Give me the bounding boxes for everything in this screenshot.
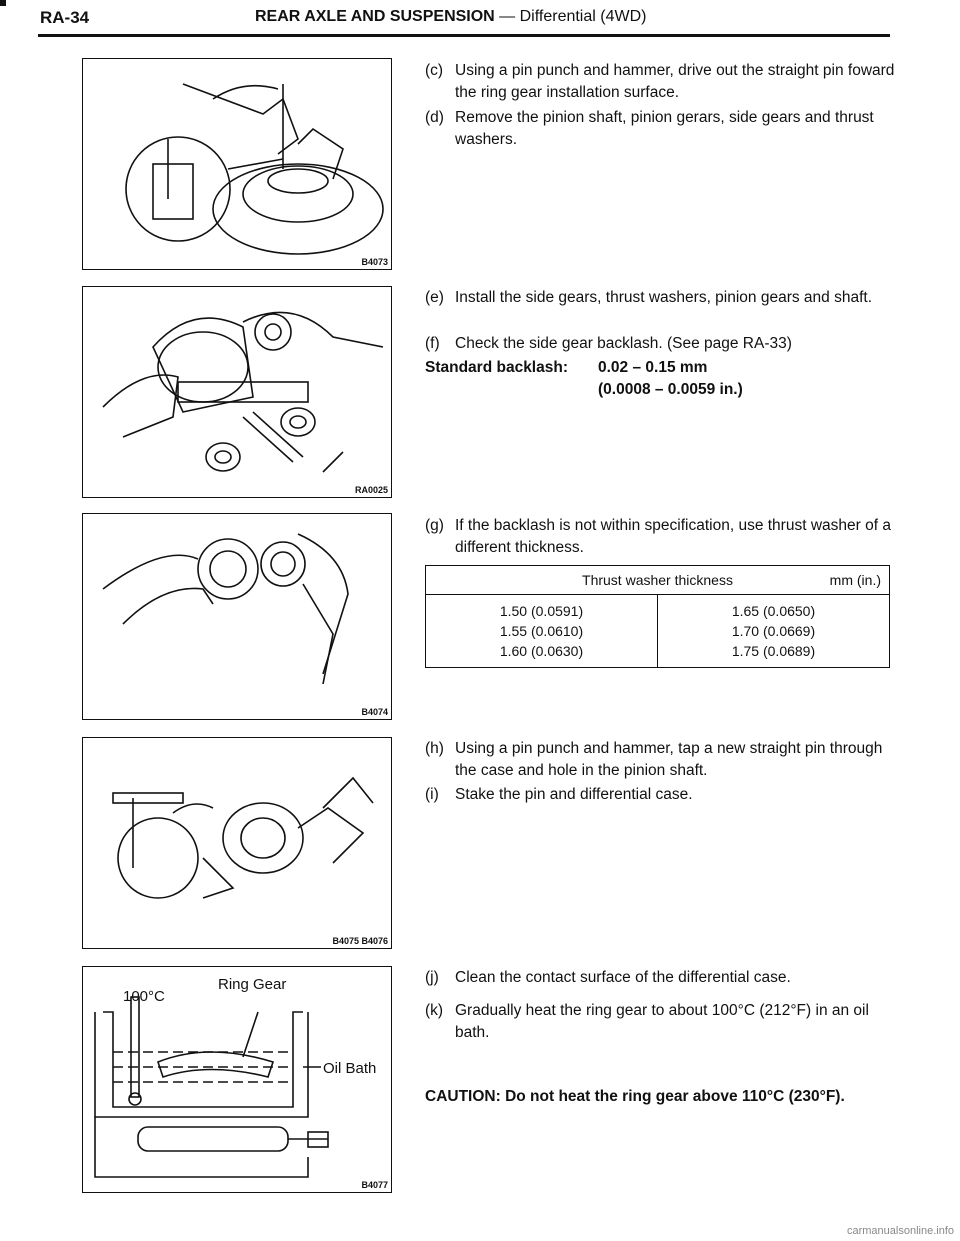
page-title — [255, 8, 646, 26]
label-oil-bath: Oil Bath — [323, 1060, 377, 1077]
figure-code: B4073 — [361, 257, 388, 267]
header-rule — [38, 34, 890, 37]
step-text: Check the side gear backlash. (See page RA-33) — [455, 335, 792, 352]
label-ring-gear: Ring Gear — [218, 976, 287, 993]
page-code: RA-34 — [40, 8, 90, 27]
step-f — [425, 333, 895, 355]
caution-note: CAUTION: Do not heat the ring gear above 110°C (230°F). — [425, 1088, 845, 1105]
figure-pin-punch — [82, 58, 392, 270]
standard-backlash-mm: 0.02 – 0.15 mm — [598, 359, 708, 376]
step-label: (j) — [425, 969, 439, 986]
figure-backlash-check — [82, 513, 392, 720]
step-d — [425, 107, 895, 151]
step-label: (k) — [425, 1002, 444, 1019]
table-header — [426, 566, 890, 595]
step-label: (e) — [425, 289, 444, 306]
step-c — [425, 60, 895, 104]
step-label: (g) — [425, 517, 444, 534]
illustration-staking — [83, 738, 391, 948]
page-title-main: REAR AXLE AND SUSPENSION — [255, 8, 495, 25]
table-unit: mm (in.) — [829, 572, 881, 588]
table-cell: 1.65 (0.0650) — [731, 603, 816, 619]
step-text: Clean the contact surface of the differential case. — [455, 969, 791, 986]
figure-oil-bath — [82, 966, 392, 1193]
step-label: (d) — [425, 109, 444, 126]
step-label: (c) — [425, 62, 444, 79]
table-cell: 1.70 (0.0669) — [731, 623, 816, 639]
standard-backlash-in: (0.0008 – 0.0059 in.) — [598, 381, 743, 398]
page-title-sub: — Differential (4WD) — [494, 8, 647, 25]
figure-side-gears — [82, 286, 392, 498]
table-left-column — [426, 595, 658, 668]
step-label: (h) — [425, 740, 444, 757]
footer-watermark: carmanualsonline.info — [846, 1225, 954, 1237]
table-title: Thrust washer thickness — [582, 572, 733, 588]
step-text: Stake the pin and differential case. — [455, 786, 693, 803]
table-row — [426, 595, 890, 668]
table-cell: 1.60 (0.0630) — [499, 643, 584, 659]
step-e — [425, 287, 895, 309]
step-text: Install the side gears, thrust washers, pinion gears and shaft. — [455, 289, 873, 306]
illustration-backlash-check — [83, 514, 391, 719]
illustration-side-gears — [83, 287, 391, 497]
figure-code: B4077 — [361, 1180, 388, 1190]
corner-mark — [0, 0, 6, 6]
table-cell: 1.55 (0.0610) — [499, 623, 584, 639]
step-text: Remove the pinion shaft, pinion gerars, side gears and thrust washers. — [455, 109, 874, 148]
step-label: (f) — [425, 335, 440, 352]
step-text: If the backlash is not within specification, use thrust washer of a different thickness. — [455, 517, 891, 556]
table-cell: 1.75 (0.0689) — [731, 643, 816, 659]
label-temperature: 100°C — [123, 988, 165, 1005]
illustration-oil-bath — [83, 967, 391, 1192]
figure-code: B4074 — [361, 707, 388, 717]
step-k — [425, 1000, 895, 1044]
thrust-washer-table — [425, 565, 890, 668]
step-h — [425, 738, 895, 782]
figure-staking — [82, 737, 392, 949]
step-label: (i) — [425, 786, 439, 803]
table-header-row — [426, 566, 890, 595]
table-cell: 1.50 (0.0591) — [499, 603, 584, 619]
step-g — [425, 515, 895, 559]
table-right-column — [658, 595, 890, 668]
step-i — [425, 784, 895, 806]
step-j — [425, 967, 895, 989]
figure-code: B4075 B4076 — [332, 936, 388, 946]
standard-backlash-label: Standard backlash: — [425, 359, 568, 376]
step-text: Using a pin punch and hammer, drive out the straight pin foward the ring gear installation surface. — [455, 62, 895, 101]
step-text: Gradually heat the ring gear to about 100°C (212°F) in an oil bath. — [455, 1002, 869, 1041]
step-text: Using a pin punch and hammer, tap a new straight pin through the case and hole in the pinion shaft. — [455, 740, 883, 779]
figure-code: RA0025 — [354, 485, 388, 495]
illustration-pin-punch — [83, 59, 391, 269]
